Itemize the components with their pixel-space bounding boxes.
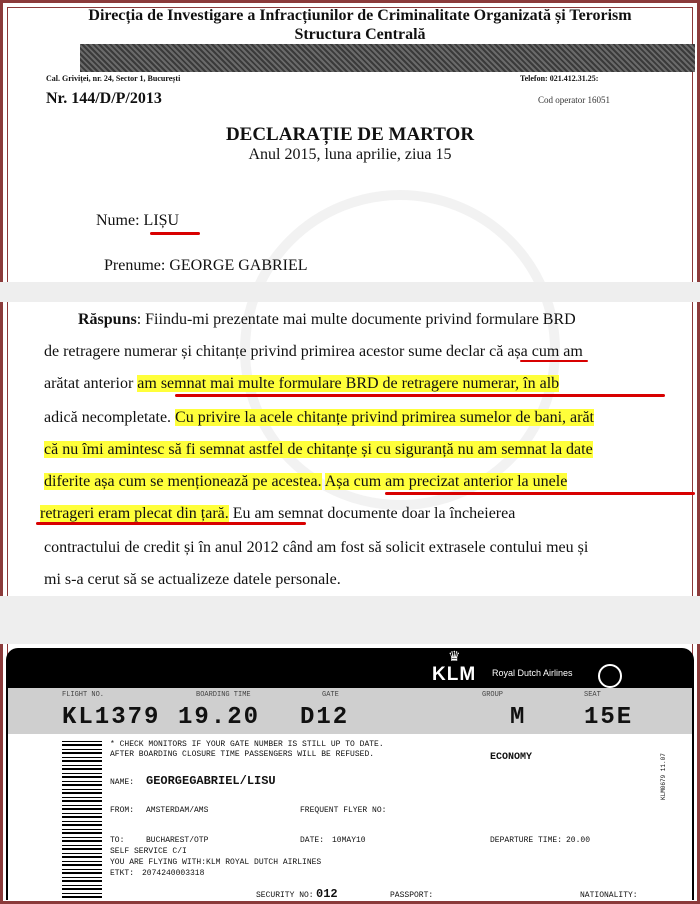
airline-tagline: Royal Dutch Airlines <box>492 668 573 678</box>
scan-gap-band-2 <box>0 596 700 644</box>
scan-gap-band <box>0 282 700 302</box>
answer-line-8: contractului de credit și în anul 2012 când am fost să solicit extrasele contului meu și <box>44 539 589 556</box>
answer-line-2: de retragere numerar și chitanțe privind primirea acestor sume declar că așa cum am <box>44 343 583 360</box>
to-value: BUCHAREST/OTP <box>146 836 209 845</box>
prenume-value: GEORGE GABRIEL <box>169 257 308 274</box>
passenger-name: GEORGEGABRIEL/LISU <box>146 774 276 788</box>
boarding-time: 19.20 <box>178 704 261 731</box>
file-number: Nr. 144/D/P/2013 <box>46 90 162 107</box>
from-value: AMSTERDAM/AMS <box>146 806 209 815</box>
answer-label: Răspuns <box>78 311 137 328</box>
institution-address: Cal. Griviței, nr. 24, Sector 1, București <box>46 74 181 83</box>
date-label: DATE: <box>300 836 325 845</box>
nume-value: LIȘU <box>143 212 180 229</box>
operator-code: Cod operator 16051 <box>538 95 610 105</box>
declaration-date: Anul 2015, luna aprilie, ziua 15 <box>248 146 452 163</box>
flying-with: YOU ARE FLYING WITH:KLM ROYAL DUTCH AIRLINES <box>110 858 322 867</box>
redacted-bar <box>80 44 695 72</box>
institution-title <box>40 6 680 44</box>
self-service: SELF SERVICE C/I <box>110 847 187 856</box>
institution-phone: Telefon: 021.412.31.25: <box>520 74 599 83</box>
crown-icon: ♛ <box>448 650 461 665</box>
prenume-field <box>104 257 308 275</box>
travel-class: ECONOMY <box>490 752 533 763</box>
answer-line-7: retrageri eram plecat din țară. Eu am semnat documente doar la încheierea <box>40 505 516 522</box>
flight-label: FLIGHT NO. <box>62 691 105 699</box>
klm-logo: KLM <box>432 664 477 685</box>
answer-line-3: arătat anterior am semnat mai multe formulare BRD de retragere numerar, în alb <box>44 375 560 392</box>
highlight-5: Așa cum am precizat anterior la unele <box>324 473 568 490</box>
departure-value: 20.00 <box>566 836 591 845</box>
highlight-1: am semnat mai multe formulare BRD de retragere numerar, în alb <box>137 375 560 392</box>
departure-label: DEPARTURE TIME: <box>490 836 563 845</box>
seat-label: SEAT <box>584 691 601 699</box>
boarding-label: BOARDING TIME <box>196 691 251 699</box>
gate-notice-1: * CHECK MONITORS IF YOUR GATE NUMBER IS STILL UP TO DATE. <box>110 740 384 749</box>
answer-line-9: mi s-a cerut să se actualizeze datele personale. <box>44 571 341 588</box>
nume-underline <box>150 232 200 235</box>
barcode <box>62 738 102 898</box>
to-label: TO: <box>110 836 125 845</box>
answer-line-4: adică necompletate. Cu privire la acele chitanțe privind primirea sumelor de bani, arăt <box>44 409 594 426</box>
highlight-6: retrageri eram plecat din țară. <box>40 505 229 522</box>
abroad-underline-1 <box>385 492 695 495</box>
frequent-flyer-label: FREQUENT FLYER NO: <box>300 806 387 815</box>
answer-line-1: Răspuns: Fiindu-mi prezentate mai multe documente privind formulare BRD <box>78 311 576 328</box>
nume-label: Nume: <box>96 212 140 229</box>
group-label: GROUP <box>482 691 504 699</box>
from-label: FROM: <box>110 806 135 815</box>
name-label: NAME: <box>110 778 135 787</box>
skyteam-icon <box>598 664 622 688</box>
institution-title-line1: Direcția de Investigare a Infracțiunilor de Criminalitate Organizată și Terorism <box>88 7 632 24</box>
declar-underline <box>520 360 588 362</box>
prenume-label: Prenume: <box>104 257 166 274</box>
answer-line-6 <box>44 472 567 492</box>
highlight-4: diferite așa cum se menționează pe acestea. <box>44 473 322 490</box>
gate-value: D12 <box>300 704 350 731</box>
gate-label: GATE <box>322 691 339 699</box>
declaration-title: DECLARAȚIE DE MARTOR <box>225 124 475 145</box>
security-label: SECURITY NO: <box>256 891 314 900</box>
gate-notice-2: AFTER BOARDING CLOSURE TIME PASSENGERS WILL BE REFUSED. <box>110 750 375 759</box>
passport-label: PASSPORT: <box>390 891 434 900</box>
nationality-label: NATIONALITY: <box>580 891 638 900</box>
highlight-3: că nu îmi amintesc să fi semnat astfel de chitanțe și cu siguranță nu am semnat la date <box>44 441 593 458</box>
etkt-value: 2074240003318 <box>142 869 205 878</box>
ticket-side-code: KLM0679 11.07 <box>660 753 667 800</box>
security-value: 012 <box>316 887 338 901</box>
institution-title-line2: Structura Centrală <box>294 26 426 43</box>
highlight-2: Cu privire la acele chitanțe privind primirea sumelor de bani, arăt <box>175 409 594 426</box>
seat-value: 15E <box>584 704 634 731</box>
group-value: M <box>510 704 527 731</box>
abroad-underline-2 <box>36 522 306 525</box>
signed-underline <box>175 394 665 397</box>
answer-line-5 <box>44 440 593 460</box>
etkt-label: ETKT: <box>110 869 135 878</box>
nume-field <box>96 212 179 230</box>
flight-number: KL1379 <box>62 704 161 731</box>
date-value: 10MAY10 <box>332 836 366 845</box>
